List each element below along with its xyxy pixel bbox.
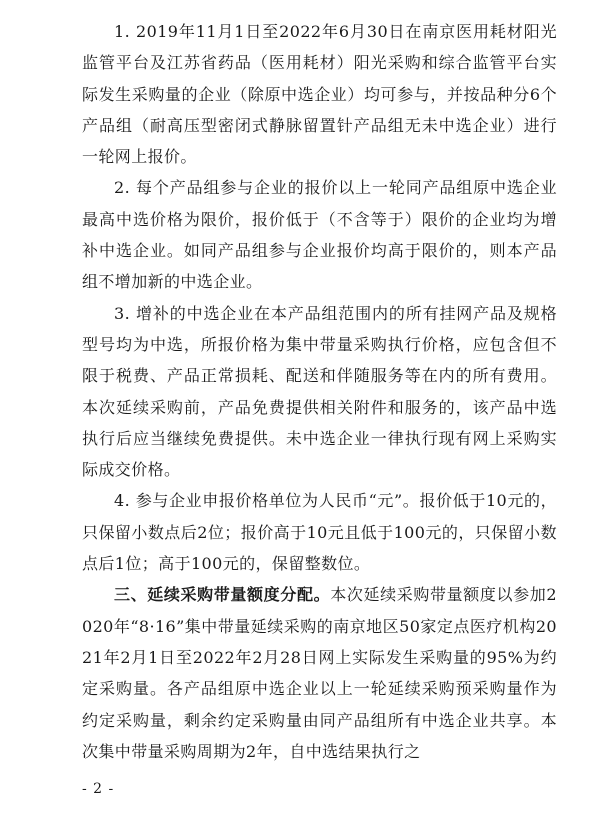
paragraph-item-1: 1. 2019年11月1日至2022年6月30日在南京医用耗材阳光监管平台及江苏省药品（医用耗材）阳光采购和综合监管平台实际发生采购量的企业（除原中选企业）均可参与，并按品种分6个产品组（耐高压型密闭式静脉留置针产品组无未中选企业）进行一轮网上报价。	[82, 22, 557, 167]
section-3-paragraph	[82, 579, 557, 767]
paragraph-item-3: 3. 增补的中选企业在本产品组范围内的所有挂网产品及规格型号均为中选，所报价格为集中带量采购执行价格，应包含但不限于税费、产品正常损耗、配送和伴随服务等在内的所有费用。本次延续采购前，产品免费提供相关附件和服务的，该产品中选执行后应当继续免费提供。未中选企业一律执行现有网上采购实际成交价格。	[82, 303, 557, 480]
paragraph-item-2: 2. 每个产品组参与企业的报价以上一轮同产品组原中选企业最高中选价格为限价，报价低于（不含等于）限价的企业均为增补中选企业。如同产品组参与企业报价均高于限价的，则本产品组不增加新的中选企业。	[82, 178, 557, 292]
section-3-body: 本次延续采购带量额度以参加2020年“8·16”集中带量延续采购的南京地区50家定点医疗机构2021年2月1日至2022年2月28日网上实际发生采购量的95%为约定采购量。各产品组原中选企业以上一轮延续采购预采购量作为约定采购量，剩余约定采购量由同产品组所有中选企业共享。本次集中带量采购周期为2年，自中选结果执行之	[82, 585, 558, 761]
section-3-heading: 三、延续采购带量额度分配。	[114, 585, 331, 605]
paragraph-item-4: 4. 参与企业申报价格单位为人民币“元”。报价低于10元的，只保留小数点后2位；报价高于10元且低于100元的，只保留小数点后1位；高于100元的，保留整数位。	[82, 491, 557, 574]
document-body	[82, 16, 557, 767]
page-number: - 2 -	[82, 781, 115, 797]
